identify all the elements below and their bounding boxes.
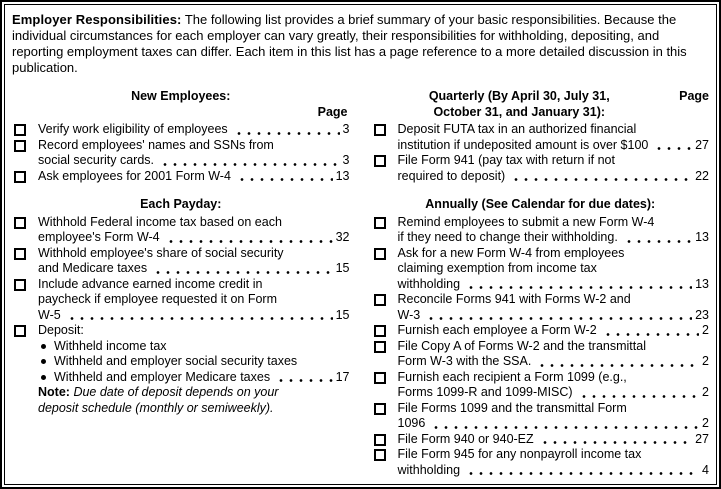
dot-leader (234, 122, 340, 138)
item-checkbox[interactable] (374, 434, 386, 446)
section-heading-line: Quarterly (By April 30, July 31, (428, 89, 610, 103)
item-checkbox[interactable] (374, 341, 386, 353)
checklist-item (12, 169, 350, 185)
dot-leader (166, 230, 333, 246)
page-number: 3 (342, 122, 350, 136)
item-text: if they need to change their withholding. (397, 230, 618, 244)
item-text: Include advance earned income credit in (38, 276, 263, 291)
page-number: 3 (342, 153, 350, 167)
bullet-icon (41, 375, 46, 380)
item-checkbox[interactable] (374, 248, 386, 260)
bullet-item (38, 339, 350, 355)
section-annually (372, 197, 710, 478)
checklist-item (372, 246, 710, 293)
item-checkbox[interactable] (14, 279, 26, 291)
section-heading-line: Annually (See Calendar for due dates): (425, 197, 656, 211)
checklist-item (372, 432, 710, 448)
bullet-text: Withheld and employer social security taxes (54, 354, 298, 368)
section-heading-line: October 31, and January 31): (433, 104, 606, 119)
item-text: Verify work eligibility of employees (38, 122, 228, 136)
dot-leader (537, 354, 699, 370)
checklist-item (372, 370, 710, 401)
item-text: Remind employees to submit a new Form W-4 (397, 214, 655, 229)
dot-leader (511, 169, 692, 185)
page-number: 2 (702, 385, 709, 399)
page-number: 23 (695, 307, 709, 322)
bullet-text: Withheld income tax (54, 338, 167, 353)
item-text: required to deposit) (397, 168, 506, 183)
item-checkbox[interactable] (14, 124, 26, 136)
section-heading-line: New Employees: (131, 89, 231, 103)
item-text: social security cards. (38, 153, 155, 167)
page-column-label: Page (679, 89, 709, 103)
note-text: deposit schedule (monthly or semiweekly). (38, 400, 274, 415)
item-text: paycheck if employee requested it on Form (38, 292, 278, 306)
dot-leader (160, 153, 340, 169)
item-text: W-3 (397, 307, 421, 322)
page-number: 13 (695, 276, 709, 291)
dot-leader (466, 463, 699, 479)
checklist-item (372, 153, 710, 184)
item-text: File Forms 1099 and the transmittal Form (397, 400, 627, 415)
intro-body-text: The following list provides a brief summary of your basic responsibilities. Because the individual circumstances for each employer can vary greatly, their responsibilities for withholding, depositing, and reporting employment taxes can differ. Each item in this list has a page reference to a more detailed discussion in this publication. (12, 12, 687, 75)
section-heading-line: Each Payday: (140, 197, 222, 211)
item-text: W-5 (38, 307, 61, 322)
intro-paragraph (12, 12, 709, 76)
column-right (372, 89, 710, 478)
item-checkbox[interactable] (14, 140, 26, 152)
item-checkbox[interactable] (374, 294, 386, 306)
checklist-columns (12, 89, 709, 478)
item-text: withholding (397, 462, 461, 477)
item-checkbox[interactable] (374, 372, 386, 384)
section-quarterly (372, 89, 710, 184)
page-number: 13 (335, 168, 350, 183)
item-text: Form W-3 with the SSA. (397, 354, 532, 368)
checklist-item (372, 323, 710, 339)
item-text: File Form 941 (pay tax with return if not (397, 153, 615, 167)
item-checkbox[interactable] (374, 217, 386, 229)
section-heading (372, 89, 710, 120)
section-each-payday (12, 197, 350, 416)
item-text: Ask employees for 2001 Form W-4 (38, 168, 231, 183)
checklist-item (12, 138, 350, 169)
item-checkbox[interactable] (14, 217, 26, 229)
item-text: institution if undeposited amount is over $100 (397, 137, 649, 152)
page-number: 2 (702, 354, 709, 368)
item-text: Furnish each employee a Form W-2 (397, 323, 597, 337)
bullet-item (38, 370, 350, 386)
checklist-item (12, 277, 350, 324)
bullet-icon (41, 344, 46, 349)
page-number: 15 (335, 307, 350, 322)
item-text: Withhold employee's share of social security (38, 245, 284, 260)
checklist-item (372, 339, 710, 370)
item-text: withholding (397, 276, 461, 291)
page-number: 4 (702, 462, 709, 477)
item-text: Record employees' names and SSNs from (38, 137, 274, 152)
checklist-item (372, 447, 710, 478)
intro-lead-label: Employer Responsibilities: (12, 12, 182, 27)
column-left (12, 89, 350, 478)
item-checkbox[interactable] (374, 325, 386, 337)
item-text: File Form 940 or 940-EZ (397, 431, 534, 446)
dot-leader (153, 261, 333, 277)
dot-leader (579, 385, 699, 401)
item-text: claiming exemption from income tax (397, 261, 597, 275)
item-text: Furnish each recipient a Form 1099 (e.g., (397, 369, 627, 384)
item-text: Reconcile Forms 941 with Forms W-2 and (397, 292, 631, 306)
item-text: File Form 945 for any nonpayroll income tax (397, 447, 642, 461)
section-heading (12, 89, 350, 105)
dot-leader (426, 308, 692, 324)
page-number: 2 (702, 323, 709, 337)
section-heading (12, 197, 350, 213)
item-text: File Copy A of Forms W-2 and the transmittal (397, 338, 646, 353)
dot-leader (624, 230, 692, 246)
checklist-item (12, 323, 350, 416)
page-number: 2 (702, 416, 709, 430)
item-text: Forms 1099-R and 1099-MISC) (397, 385, 573, 399)
note-label: Note: (38, 385, 70, 399)
checklist-item (12, 122, 350, 138)
dot-leader (431, 416, 699, 432)
item-checkbox[interactable] (14, 248, 26, 260)
item-checkbox[interactable] (374, 403, 386, 415)
page-number: 27 (695, 137, 709, 152)
page-number: 22 (695, 168, 709, 183)
dot-leader (466, 277, 692, 293)
page-number: 27 (695, 431, 709, 446)
note-text: Due date of deposit depends on your (73, 385, 279, 399)
item-checkbox[interactable] (374, 124, 386, 136)
item-text: and Medicare taxes (38, 261, 148, 275)
note-line (38, 385, 350, 401)
dot-leader (540, 432, 692, 448)
item-text: Ask for a new Form W-4 from employees (397, 245, 625, 260)
item-text: 1096 (397, 416, 426, 430)
dot-leader (237, 169, 333, 185)
bullet-text: Withheld and employer Medicare taxes (54, 369, 271, 384)
checklist-item (372, 292, 710, 323)
page-number: 15 (335, 261, 350, 275)
page-number: 32 (335, 230, 350, 244)
item-checkbox[interactable] (14, 171, 26, 183)
item-checkbox[interactable] (14, 325, 26, 337)
checklist-item (372, 215, 710, 246)
page-column-label: Page (317, 104, 348, 119)
bullet-icon (41, 359, 46, 364)
item-checkbox[interactable] (374, 449, 386, 461)
checklist-item (12, 215, 350, 246)
bullet-item (38, 354, 350, 370)
item-text: Deposit: (38, 323, 84, 337)
section-heading (372, 197, 710, 213)
page-number: 17 (335, 369, 350, 384)
item-text: employee's Form W-4 (38, 230, 160, 244)
checklist-item (372, 401, 710, 432)
item-text: Withhold Federal income tax based on each (38, 214, 282, 229)
item-text: Deposit FUTA tax in an authorized financial (397, 122, 637, 136)
checklist-item (372, 122, 710, 153)
page-number: 13 (695, 230, 709, 244)
dot-leader (276, 370, 333, 386)
checklist-item (12, 246, 350, 277)
dot-leader (654, 138, 692, 154)
item-checkbox[interactable] (374, 155, 386, 167)
section-new-employees (12, 89, 350, 184)
dot-leader (603, 323, 699, 339)
dot-leader (67, 308, 333, 324)
